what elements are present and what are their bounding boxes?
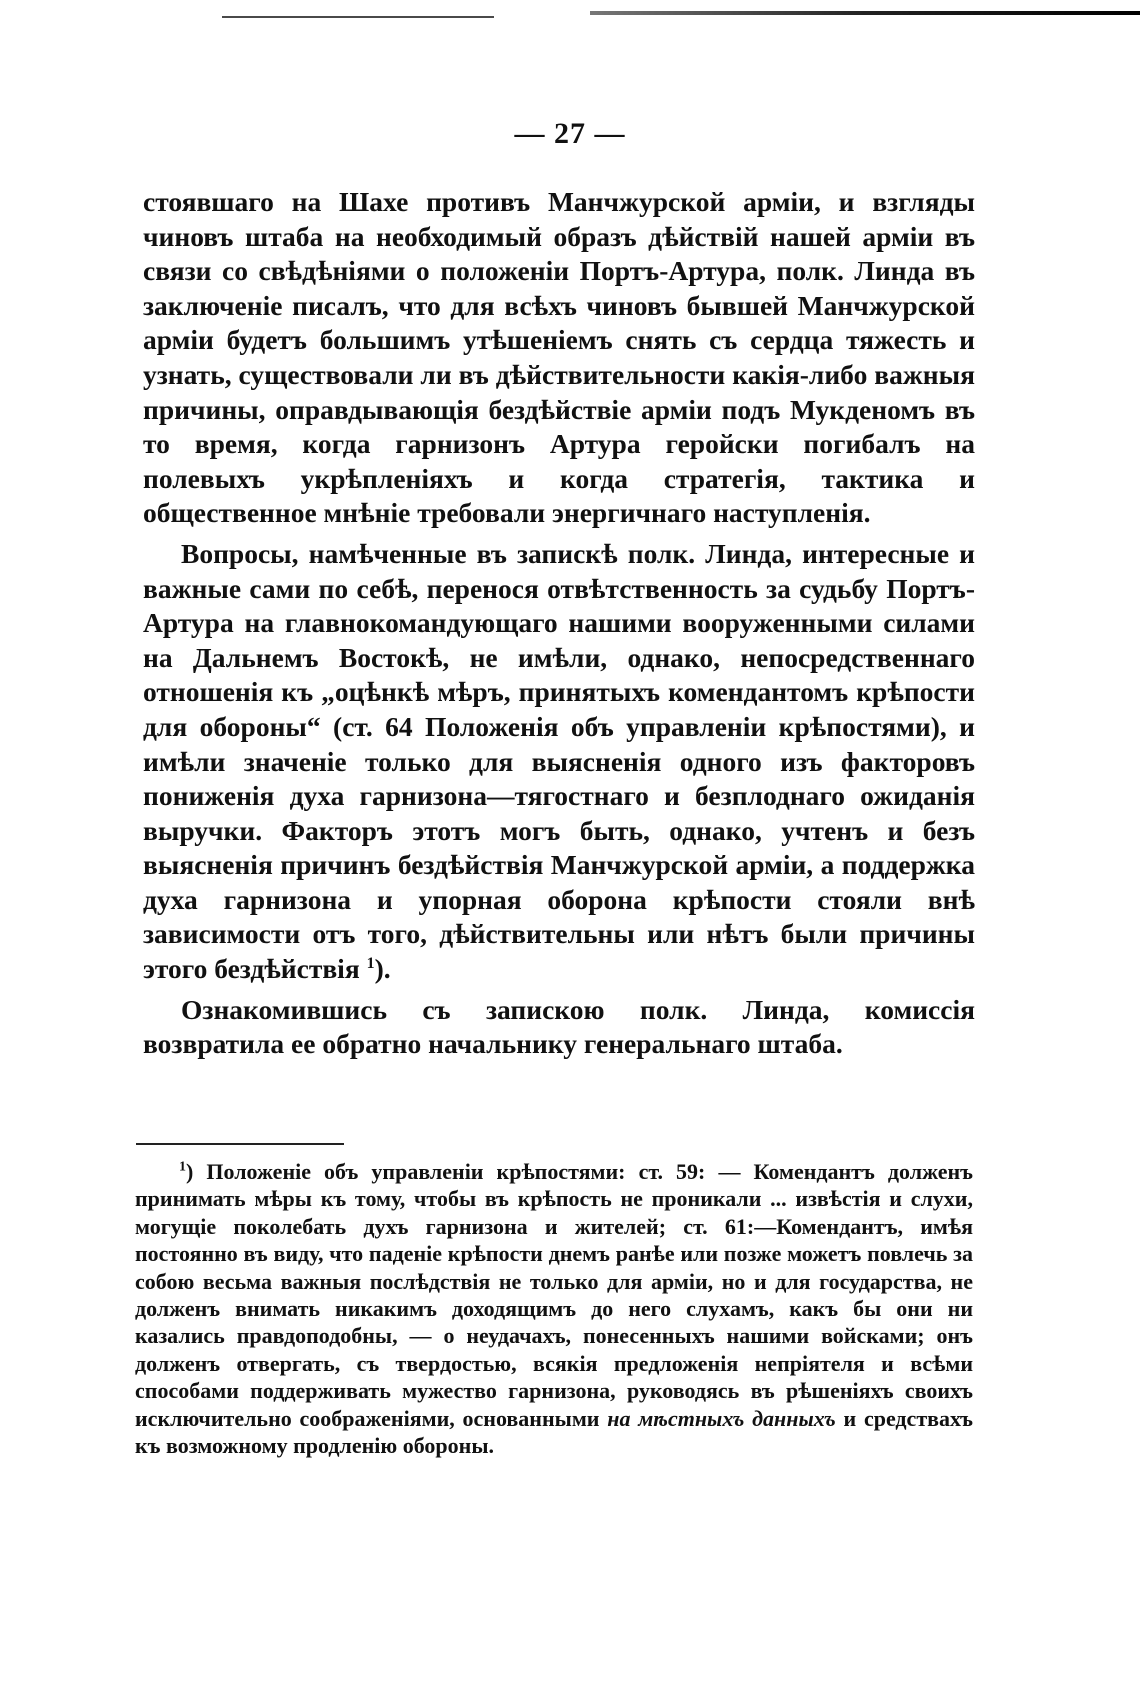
footnote-text: ) Положеніе объ управленіи крѣпостями: ст. 59: — Комендантъ долженъ принимать мѣры къ тому, чтобы въ крѣпость не проникали ... извѣстія и слухи, могущіе поколебать духъ гарнизона и жителей; ст. 61:—Комендантъ, имѣя постоянно въ виду, что паденіе крѣпости днемъ ранѣе или позже можетъ повлечь за собою весьма важныя послѣдствія не только для арміи, но и для государства, не долженъ внимать никакимъ доходящимъ до него слухамъ, какъ бы они ни казались правдоподобны, — о неудачахъ, понесенныхъ нашими войсками; онъ долженъ отвергать, съ твердостью, всякія предложенія непріятеля и всѣми способами поддерживать мужество гарнизона, руководясь въ рѣшеніяхъ своихъ исключительно соображеніями, основанными: [135, 1159, 973, 1431]
footnote-italic: на мѣстныхъ данныхъ: [607, 1405, 836, 1431]
footnote-rule: [136, 1143, 344, 1145]
paragraph-2-text: Вопросы, намѣченные въ запискѣ полк. Линда, интересные и важные сами по себѣ, перенося отвѣтственность за судьбу Портъ-Артура на главнокомандующаго нашими вооруженными силами на Дальнемъ Востокѣ, не имѣли, однако, непосредственнаго отношенія къ „оцѣнкѣ мѣръ, принятыхъ комендантомъ крѣпости для обороны“ (ст. 64 Положенія объ управленіи крѣпостями), и имѣли значеніе только для выясненія одного изъ факторовъ пониженія духа гарнизона—тягостнаго и безплоднаго ожиданія выручки. Факторъ этотъ могъ быть, однако, учтенъ и безъ выясненія причинъ бездѣйствія Манчжурской арміи, а поддержка духа гарнизона и упорная оборона крѣпости стояли внѣ зависимости отъ того, дѣйствительны или нѣтъ были причины этого бездѣйствія: [143, 537, 975, 985]
paragraph-2: [143, 537, 975, 987]
footnote-reference-close: ).: [374, 953, 391, 985]
main-text: [143, 185, 975, 1062]
paragraph-3: Ознакомившись съ запискою полк. Линда, комиссія возвратила ее обратно начальнику генеральнаго штаба.: [143, 993, 975, 1060]
top-rule-left: [222, 16, 494, 18]
footnote-reference: 1: [366, 954, 375, 972]
footnote: [135, 1158, 973, 1459]
footnote-text-end: и средствахъ къ возможному продленію обороны.: [135, 1405, 973, 1459]
paragraph-1: стоявшаго на Шахе противъ Манчжурской арміи, и взгляды чиновъ штаба на необходимый образъ дѣйствій нашей арміи въ связи со свѣдѣніями о положеніи Портъ-Артура, полк. Линда въ заключеніе писалъ, что для всѣхъ чиновъ бывшей Манчжурской арміи будетъ большимъ утѣшеніемъ снять съ сердца тяжесть и узнать, существовали ли въ дѣйствительности какія-либо важныя причины, оправдывающія бездѣйствіе арміи подъ Мукденомъ въ то время, когда гарнизонъ Артура геройски погибалъ на полевыхъ укрѣпленіяхъ и когда стратегія, тактика и общественное мнѣніе требовали энергичнаго наступленія.: [143, 186, 975, 529]
footnote-marker: 1: [179, 1159, 186, 1175]
top-rule-right: [590, 11, 1140, 15]
page-number: — 27 —: [514, 117, 626, 150]
